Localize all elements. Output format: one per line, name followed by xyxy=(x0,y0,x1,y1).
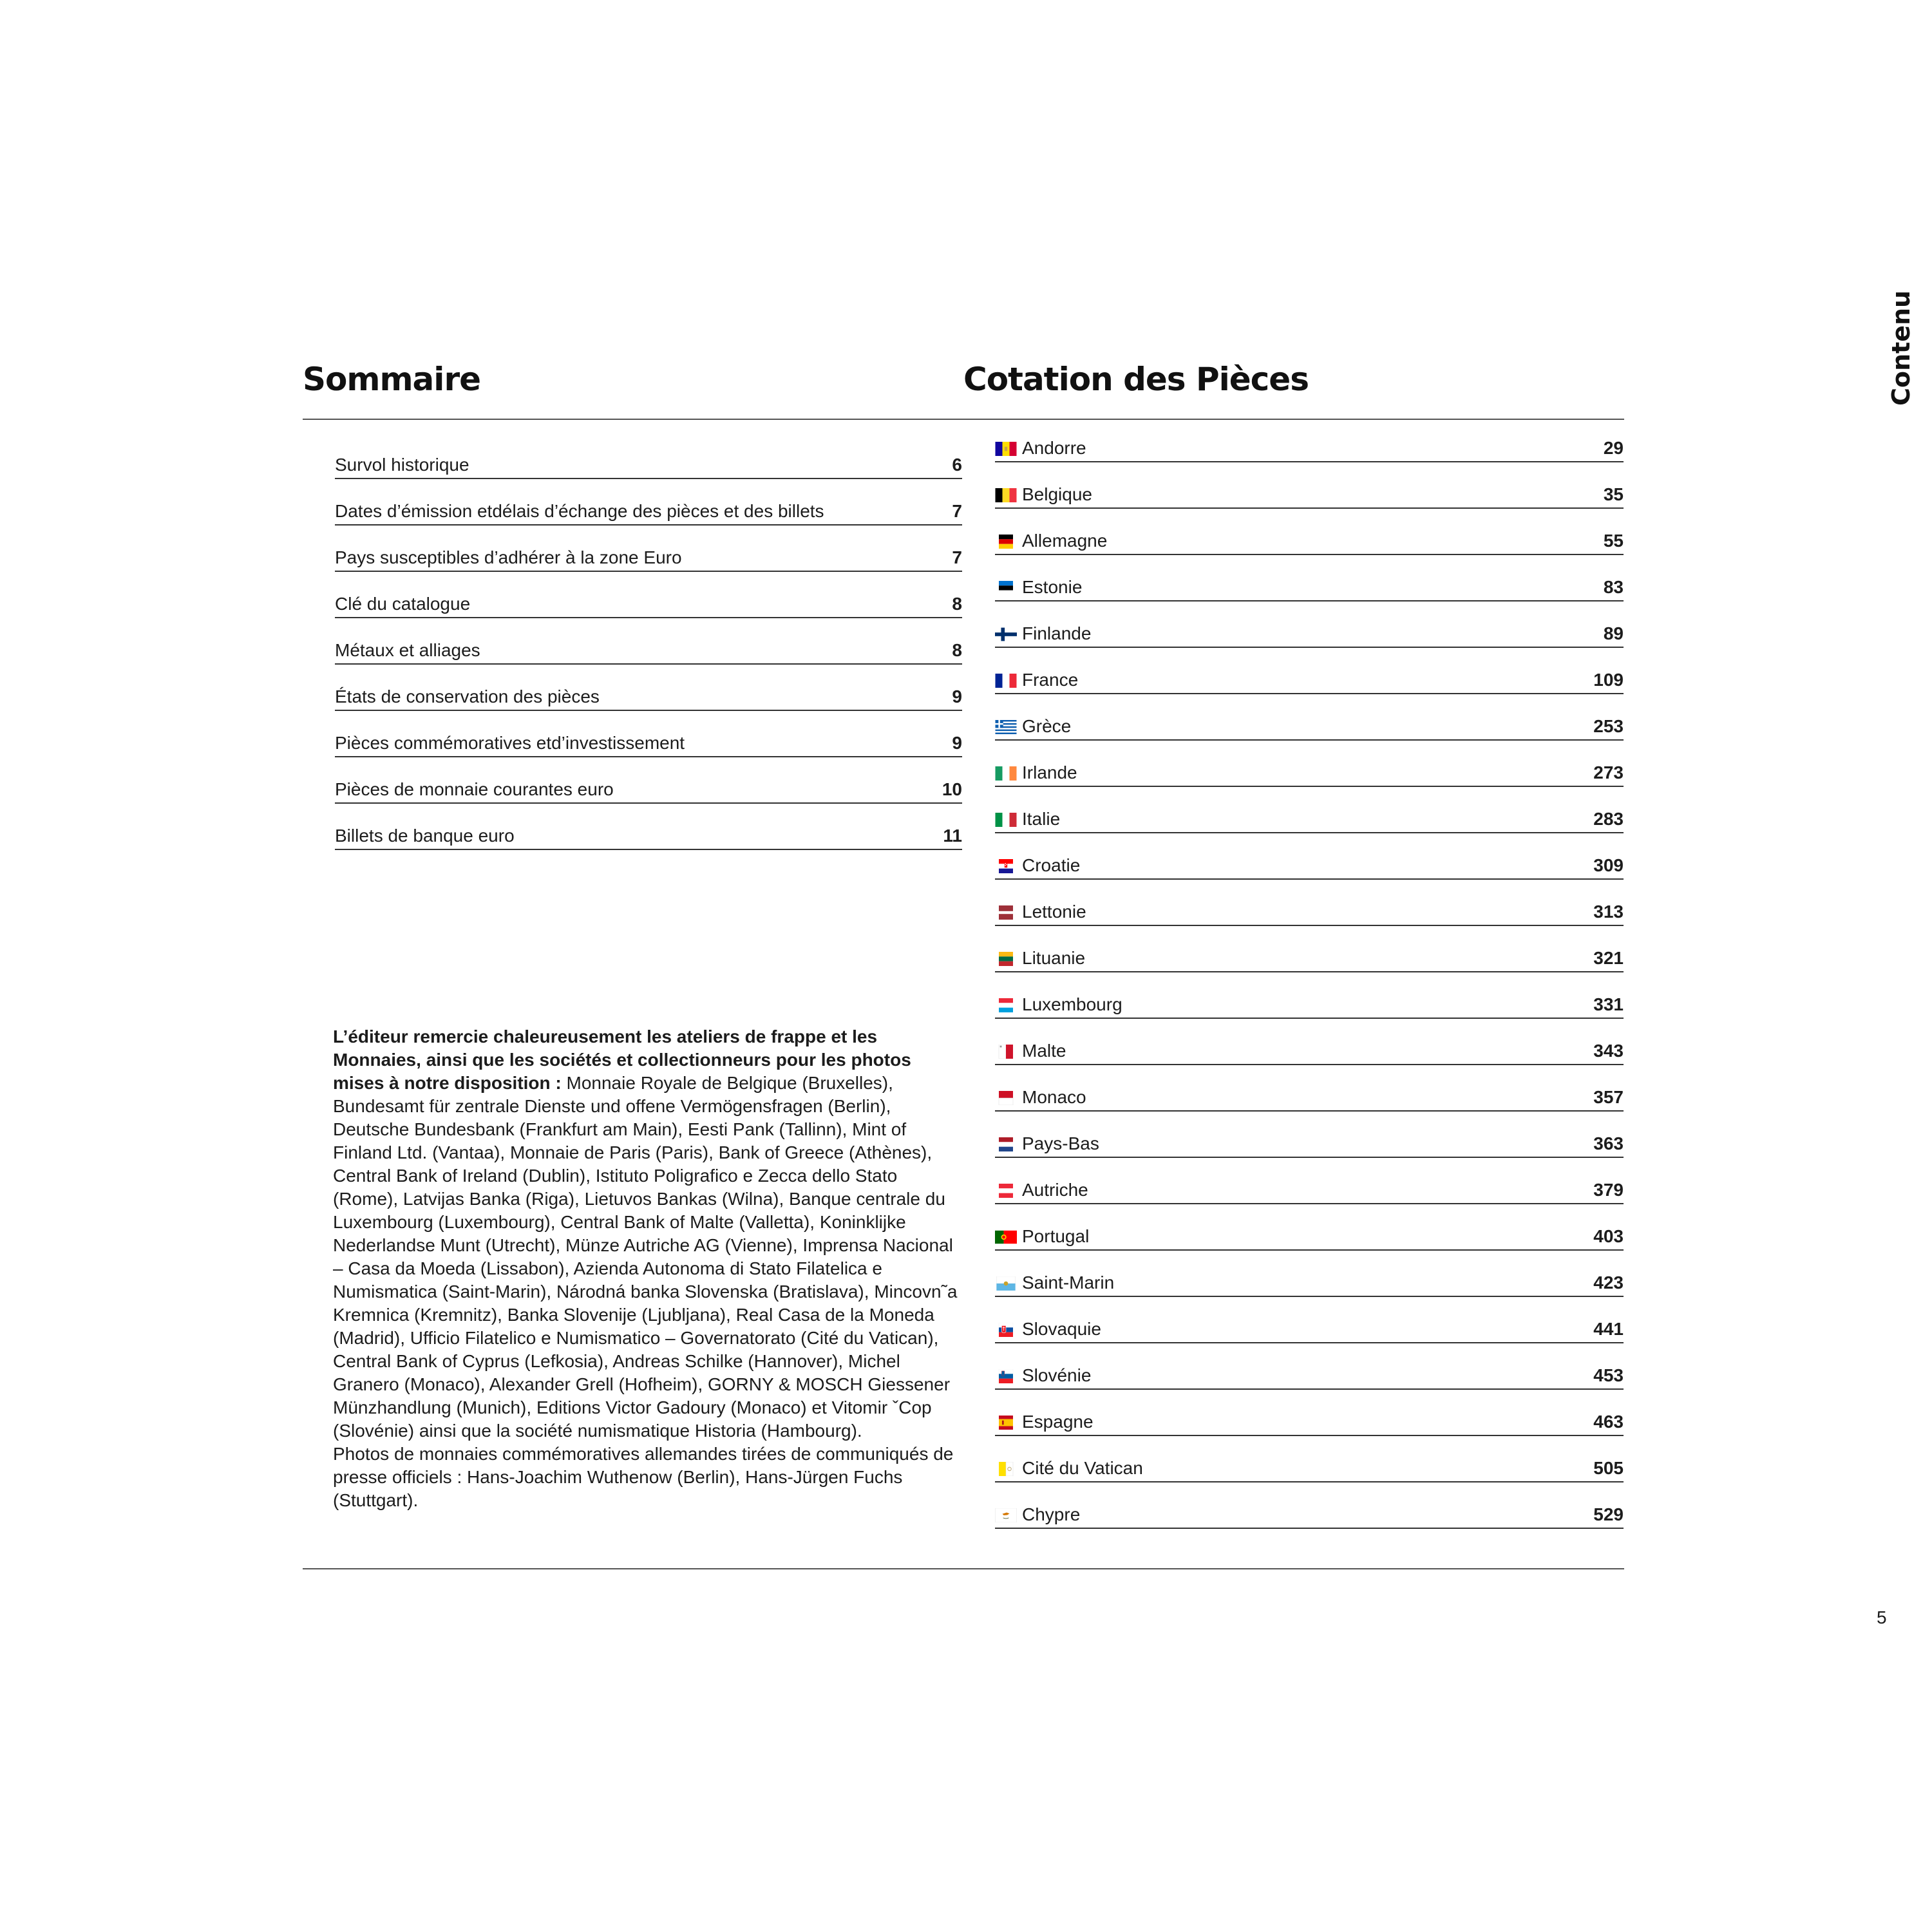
country-row-estonie[interactable] xyxy=(995,555,1624,601)
country-row-france[interactable] xyxy=(995,648,1624,694)
toc-entry-page: 7 xyxy=(952,501,962,521)
country-name: Malte xyxy=(1022,1041,1066,1061)
flag-croatia-icon xyxy=(995,859,1017,873)
cotation-title: Cotation des Pièces xyxy=(963,361,1309,398)
country-name: Slovaquie xyxy=(1022,1319,1101,1339)
toc-entry-label: Pièces commémoratives etd’investissement xyxy=(335,733,685,753)
flag-finland-icon xyxy=(995,627,1017,641)
country-page: 273 xyxy=(1593,762,1624,782)
country-row-saint-marin[interactable] xyxy=(995,1251,1624,1297)
country-row-croatie[interactable] xyxy=(995,833,1624,880)
country-name: Portugal xyxy=(1022,1226,1090,1246)
country-name: Grèce xyxy=(1022,716,1072,736)
country-page: 83 xyxy=(1603,577,1624,597)
flag-belgium-icon xyxy=(995,488,1017,502)
toc-entry-cle-catalogue[interactable] xyxy=(335,572,962,618)
toc-entry-page: 6 xyxy=(952,455,962,475)
flag-malta-icon xyxy=(995,1045,1017,1059)
toc-entry-label: Pièces de monnaie courantes euro xyxy=(335,779,614,799)
acknowledgement-intro: L’éditeur remercie chaleureusement les ateliers de frappe et les Monnaies, ainsi que les sociétés et collectionneurs pour les photos mises à notre disposition : xyxy=(333,1027,911,1093)
country-page: 403 xyxy=(1593,1226,1624,1246)
flag-slovenia-icon xyxy=(995,1369,1017,1383)
section-side-label: Contenu xyxy=(1887,290,1915,406)
country-row-allemagne[interactable] xyxy=(995,509,1624,555)
toc-entry-dates-emission[interactable] xyxy=(335,479,962,526)
country-name: Espagne xyxy=(1022,1412,1094,1432)
country-name: Croatie xyxy=(1022,855,1081,875)
country-row-vatican[interactable] xyxy=(995,1436,1624,1482)
toc-entry-etats-conservation[interactable] xyxy=(335,665,962,711)
country-row-irlande[interactable] xyxy=(995,741,1624,787)
flag-latvia-icon xyxy=(995,905,1017,920)
toc-entry-page: 9 xyxy=(952,687,962,706)
country-row-grece[interactable] xyxy=(995,694,1624,741)
bottom-rule xyxy=(303,1568,1624,1569)
flag-germany-icon xyxy=(995,535,1017,549)
country-row-lituanie[interactable] xyxy=(995,926,1624,972)
country-page: 89 xyxy=(1603,623,1624,643)
flag-portugal-icon xyxy=(995,1230,1017,1244)
acknowledgement-body: Monnaie Royale de Belgique (Bruxelles), Bundesamt für zentrale Dienste und offene Vermögensfragen (Berlin), Deutsche Bundesbank (Frankfurt am Main), Eesti Pank (Tallinn), Mint of Finland Ltd. (Vantaa), Monnaie de Paris (Paris), Bank of Greece (Athènes), Central Bank of Ireland (Dublin), Istituto Poligrafico e Zecca dello Stato (Rome), Latvijas Banka (Riga), Lietuvos Bankas (Wilna), Banque centrale du Luxembourg (Luxembourg), Central Bank of Malte (Valletta), Koninklijke Nederlandse Munt (Utrecht), Münze Autriche AG (Vienne), Imprensa Nacional – Casa da Moeda (Lissabon), Azienda Autonoma di Stato Filatelica e Numismatica (Saint-Marin), Národná banka Slovenska (Bratislava), Mincovn˜a Kremnica (Kremnitz), Banka Slovenije (Ljubljana), Real Casa de la Moneda (Madrid), Ufficio Filatelico e Numismatico – Governatorato (Cité du Vatican), Central Bank of Cyprus (Lefkosia), Andreas Schilke (Hannover), Michel Granero (Monaco), Alexander Grell (Hofheim), GORNY & MOSCH Giessener Münzhandlung (Munich), Editions Victor Gadoury (Monaco) et Vitomir ˇCop (Slovénie) ainsi que la société numismatique Historia (Hambourg). xyxy=(333,1073,958,1441)
toc-entry-page: 10 xyxy=(942,779,962,799)
flag-san-marino-icon xyxy=(995,1276,1017,1291)
country-row-espagne[interactable] xyxy=(995,1390,1624,1436)
toc-entry-label: Survol historique xyxy=(335,455,469,475)
country-page: 463 xyxy=(1593,1412,1624,1432)
country-name: Belgique xyxy=(1022,484,1092,504)
country-page: 343 xyxy=(1593,1041,1624,1061)
toc-entry-label: Pays susceptibles d’adhérer à la zone Euro xyxy=(335,547,682,567)
acknowledgement-text xyxy=(333,1025,964,1512)
toc-entry-billets[interactable] xyxy=(335,804,962,850)
country-name: Italie xyxy=(1022,809,1061,829)
flag-lithuania-icon xyxy=(995,952,1017,966)
country-name: Lituanie xyxy=(1022,948,1086,968)
country-row-chypre[interactable] xyxy=(995,1482,1624,1529)
toc-entry-pieces-courantes[interactable] xyxy=(335,757,962,804)
country-row-andorre[interactable] xyxy=(995,416,1624,462)
toc-entry-pays-susceptibles[interactable] xyxy=(335,526,962,572)
country-name: Monaco xyxy=(1022,1087,1086,1107)
flag-austria-icon xyxy=(995,1184,1017,1198)
page-number: 5 xyxy=(1877,1607,1887,1627)
country-row-belgique[interactable] xyxy=(995,462,1624,509)
acknowledgement-paragraph xyxy=(333,1025,964,1443)
country-name: Andorre xyxy=(1022,438,1086,458)
sommaire-title: Sommaire xyxy=(303,361,481,398)
country-name: Finlande xyxy=(1022,623,1092,643)
toc-entry-survol-historique[interactable] xyxy=(335,433,962,479)
flag-vatican-icon xyxy=(995,1462,1017,1476)
toc-entry-label: Métaux et alliages xyxy=(335,640,480,660)
country-name: Allemagne xyxy=(1022,531,1108,551)
flag-slovakia-icon xyxy=(995,1323,1017,1337)
toc-entry-pieces-commemoratives[interactable] xyxy=(335,711,962,757)
flag-spain-icon xyxy=(995,1416,1017,1430)
flag-luxembourg-icon xyxy=(995,998,1017,1012)
toc-entry-page: 11 xyxy=(943,826,962,846)
toc-entry-label: Clé du catalogue xyxy=(335,594,471,614)
toc-entry-label: États de conservation des pièces xyxy=(335,687,600,706)
country-row-slovenie[interactable] xyxy=(995,1343,1624,1390)
country-name: Slovénie xyxy=(1022,1365,1092,1385)
cotation-list xyxy=(995,416,1624,1529)
country-name: Luxembourg xyxy=(1022,994,1122,1014)
country-page: 357 xyxy=(1593,1087,1624,1107)
toc-entry-page: 8 xyxy=(952,594,962,614)
country-page: 453 xyxy=(1593,1365,1624,1385)
country-row-portugal[interactable] xyxy=(995,1204,1624,1251)
country-name: France xyxy=(1022,670,1079,690)
country-name: Estonie xyxy=(1022,577,1083,597)
flag-greece-icon xyxy=(995,720,1017,734)
sommaire-list xyxy=(335,433,962,850)
country-page: 35 xyxy=(1603,484,1624,504)
country-name: Saint-Marin xyxy=(1022,1273,1115,1293)
country-name: Chypre xyxy=(1022,1504,1081,1524)
flag-monaco-icon xyxy=(995,1091,1017,1105)
country-row-monaco[interactable] xyxy=(995,1065,1624,1112)
country-name: Cité du Vatican xyxy=(1022,1458,1143,1478)
country-page: 309 xyxy=(1593,855,1624,875)
country-page: 529 xyxy=(1593,1504,1624,1524)
country-name: Autriche xyxy=(1022,1180,1088,1200)
toc-entry-label: Billets de banque euro xyxy=(335,826,515,846)
country-name: Irlande xyxy=(1022,762,1077,782)
country-row-italie[interactable] xyxy=(995,787,1624,833)
country-row-slovaquie[interactable] xyxy=(995,1297,1624,1343)
toc-entry-metaux-alliages[interactable] xyxy=(335,618,962,665)
country-row-pays-bas[interactable] xyxy=(995,1112,1624,1158)
toc-entry-page: 7 xyxy=(952,547,962,567)
country-row-malte[interactable] xyxy=(995,1019,1624,1065)
flag-netherlands-icon xyxy=(995,1137,1017,1151)
country-page: 55 xyxy=(1603,531,1624,551)
country-page: 441 xyxy=(1593,1319,1624,1339)
country-row-autriche[interactable] xyxy=(995,1158,1624,1204)
flag-andorra-icon xyxy=(995,442,1017,456)
country-row-finlande[interactable] xyxy=(995,601,1624,648)
flag-estonia-icon xyxy=(995,581,1017,595)
country-page: 29 xyxy=(1603,438,1624,458)
country-page: 505 xyxy=(1593,1458,1624,1478)
country-name: Lettonie xyxy=(1022,902,1086,922)
photo-credits: Photos de monnaies commémoratives allemandes tirées de communiqués de presse officiels : Hans-Joachim Wuthenow (Berlin), Hans-Jürgen Fuchs (Stuttgart). xyxy=(333,1444,954,1510)
country-page: 423 xyxy=(1593,1273,1624,1293)
flag-france-icon xyxy=(995,674,1017,688)
country-page: 283 xyxy=(1593,809,1624,829)
flag-italy-icon xyxy=(995,813,1017,827)
country-page: 331 xyxy=(1593,994,1624,1014)
flag-cyprus-icon xyxy=(995,1508,1017,1522)
toc-entry-page: 9 xyxy=(952,733,962,753)
country-page: 313 xyxy=(1593,902,1624,922)
country-page: 379 xyxy=(1593,1180,1624,1200)
country-name: Pays-Bas xyxy=(1022,1133,1099,1153)
toc-entry-label: Dates d’émission etdélais d’échange des pièces et des billets xyxy=(335,501,824,521)
country-row-luxembourg[interactable] xyxy=(995,972,1624,1019)
country-row-lettonie[interactable] xyxy=(995,880,1624,926)
country-page: 321 xyxy=(1593,948,1624,968)
country-page: 253 xyxy=(1593,716,1624,736)
flag-ireland-icon xyxy=(995,766,1017,781)
country-page: 363 xyxy=(1593,1133,1624,1153)
country-page: 109 xyxy=(1593,670,1624,690)
toc-entry-page: 8 xyxy=(952,640,962,660)
